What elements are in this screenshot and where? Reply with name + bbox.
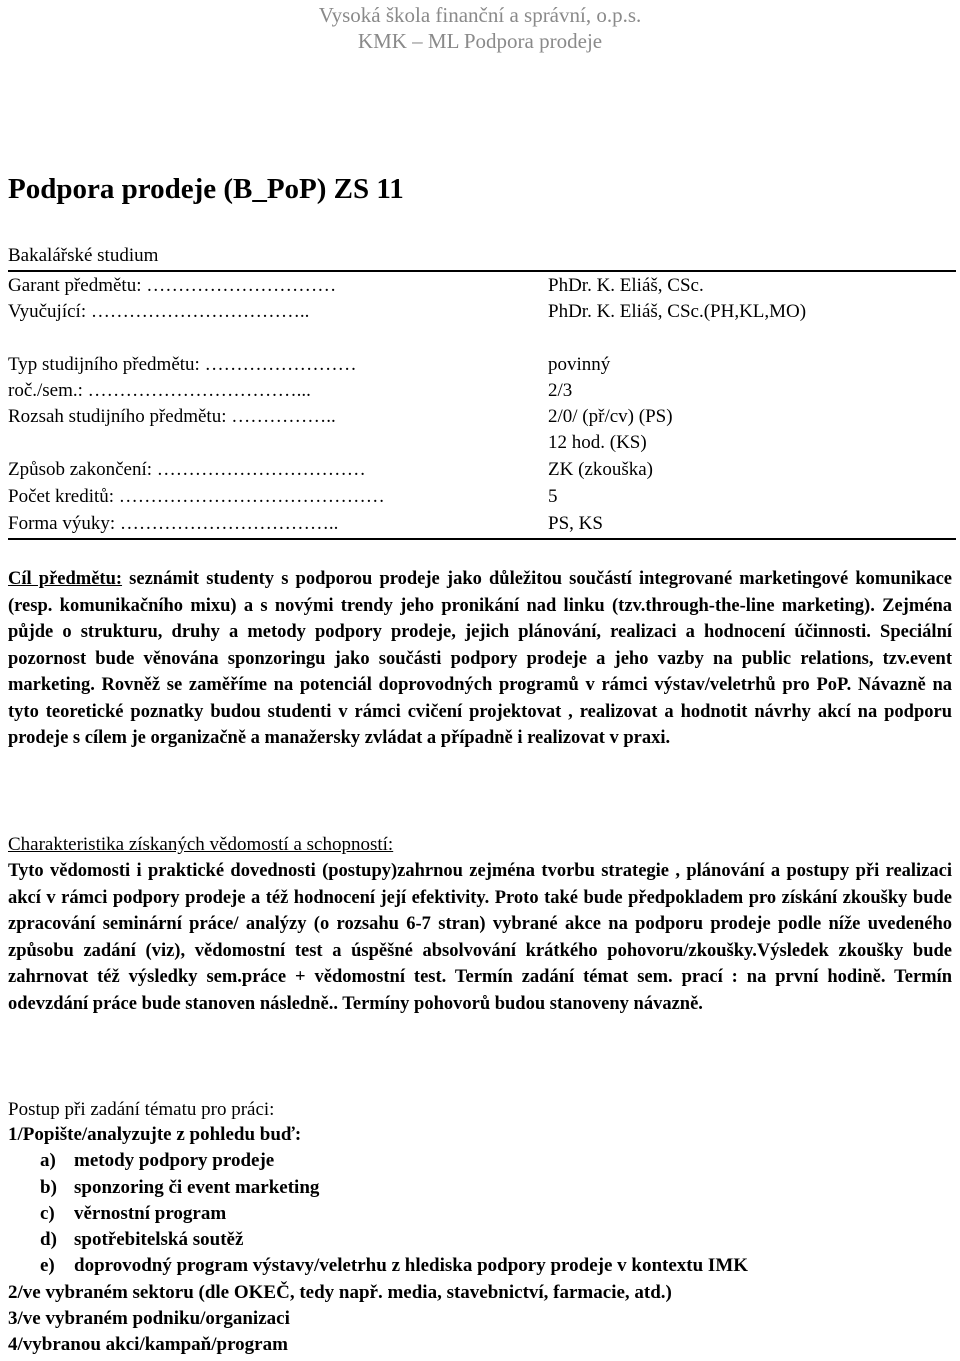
list-item <box>8 1253 952 1279</box>
course-title: Podpora prodeje (B_PoP) ZS 11 <box>8 173 404 205</box>
department-course: KMK – ML Podpora prodeje <box>357 29 603 53</box>
list-item <box>8 1201 952 1227</box>
list-item-letter: c) <box>40 1202 55 1224</box>
info-label-completion: Způsob zakončení: …………………………… <box>8 459 366 480</box>
list-item-text: doprovodný program výstavy/veletrhu z hlediska podpory prodeje v kontextu IMK <box>74 1255 749 1277</box>
info-value-credits: 5 <box>548 486 558 507</box>
procedure-step-1: 1/Popište/analyzujte z pohledu buď: <box>8 1124 302 1145</box>
info-top-rule <box>8 270 956 272</box>
course-goal-text: seznámit studenty s podporou prodeje jako důležitou součástí integrované marketingové komunikace (resp. komunikačního mixu) a s novými trendy jeho pronikání nad linku (tzv.through-the-line marketing). Zejména půjde o strukturu, druhy a metody podpory prodeje, jejich plánování, realizaci a hodnocení účinnosti. Speciální pozornost bude věnována sponzoringu jako součásti podpory prodeje a jeho vazby na public relations, tzv.event marketing. Rovněž se zaměříme na potenciál doprovodných programů v rámci výstav/veletrhů pro PoP. Návazně na tyto teoretické poznatky budou studenti v rámci cvičení projektovat , realizovat a hodnotit návrhy akcí na podporu prodeje s cílem je organizačně a manažersky zvládat a případně i realizovat v praxi. <box>8 569 952 748</box>
procedure-step-4: 4/vybranou akci/kampaň/program <box>8 1334 288 1356</box>
info-label-teachers: Vyučující: …………………………….. <box>8 301 310 322</box>
info-value-year-semester: 2/3 <box>548 380 573 401</box>
characteristics-heading: Charakteristika získaných vědomostí a schopností: <box>8 834 394 855</box>
study-type: Bakalářské studium <box>8 245 159 266</box>
characteristics-section <box>8 858 952 1017</box>
info-value-teachers: PhDr. K. Eliáš, CSc.(PH,KL,MO) <box>548 301 807 322</box>
info-label-scope: Rozsah studijního předmětu: …………….. <box>8 406 336 427</box>
info-value-teaching-form: PS, KS <box>548 513 603 534</box>
list-item-text: sponzoring či event marketing <box>74 1176 320 1198</box>
info-label-teaching-form: Forma výuky: …………………………….. <box>8 513 339 534</box>
list-item-text: metody podpory prodeje <box>74 1150 275 1172</box>
list-item-letter: d) <box>40 1229 57 1251</box>
info-value-completion: ZK (zkouška) <box>548 459 653 480</box>
course-goal-section <box>8 566 952 752</box>
info-bottom-rule <box>8 538 956 540</box>
list-item-text: spotřebitelská soutěž <box>74 1229 244 1251</box>
info-value-guarantor: PhDr. K. Eliáš, CSc. <box>548 275 704 296</box>
info-value-scope-hours: 12 hod. (KS) <box>548 432 647 453</box>
list-item-letter: e) <box>40 1255 55 1277</box>
characteristics-text: Tyto vědomosti i praktické dovednosti (postupy)zahrnou zejména tvorbu strategie , plánování a postupy při realizaci akcí v rámci podpory prodeje a též hodnocení její efektivity. Proto také bude předpokladem pro získání zkoušky bude zpracování seminární práce/ analýzy (o rozsahu 6-7 stran) vybrané akce na podporu prodeje podle níže uvedeného způsobu zadání (viz), vědomostní test a úspěšné absolvování krátkého pohovoru/zkoušky.Výsledek zkoušky bude zahrnovat též výsledky sem.práce + vědomostní test. Termín zadání témat sem. prací : na první hodině. Termín odevzdání práce bude stanoven následně.. Termíny pohovorů budou stanoveny návazně. <box>8 861 952 1014</box>
list-item-letter: a) <box>40 1150 56 1172</box>
list-item-letter: b) <box>40 1176 57 1198</box>
info-label-credits: Počet kreditů: …………………………………… <box>8 486 385 507</box>
info-label-course-type: Typ studijního předmětu: …………………… <box>8 354 357 375</box>
info-value-course-type: povinný <box>548 354 611 375</box>
list-item <box>8 1175 952 1201</box>
procedure-step-2: 2/ve vybraném sektoru (dle OKEČ, tedy např. media, stavebnictví, farmacie, atd.) <box>8 1281 672 1303</box>
procedure-heading: Postup při zadání tématu pro práci: <box>8 1099 275 1120</box>
procedure-list <box>8 1122 952 1359</box>
list-item <box>8 1227 952 1253</box>
school-name: Vysoká škola finanční a správní, o.p.s. <box>318 3 642 27</box>
info-label-year-semester: roč./sem.: ……………………………... <box>8 380 311 401</box>
info-label-guarantor: Garant předmětu: ………………………… <box>8 275 337 296</box>
course-goal-paragraph <box>8 566 952 752</box>
course-goal-heading: Cíl předmětu: <box>8 569 123 589</box>
info-value-scope: 2/0/ (př/cv) (PS) <box>548 406 673 427</box>
page-header <box>0 2 960 54</box>
list-item-text: věrnostní program <box>74 1202 227 1224</box>
list-item <box>8 1148 952 1174</box>
procedure-step-3: 3/ve vybraném podniku/organizaci <box>8 1308 290 1330</box>
